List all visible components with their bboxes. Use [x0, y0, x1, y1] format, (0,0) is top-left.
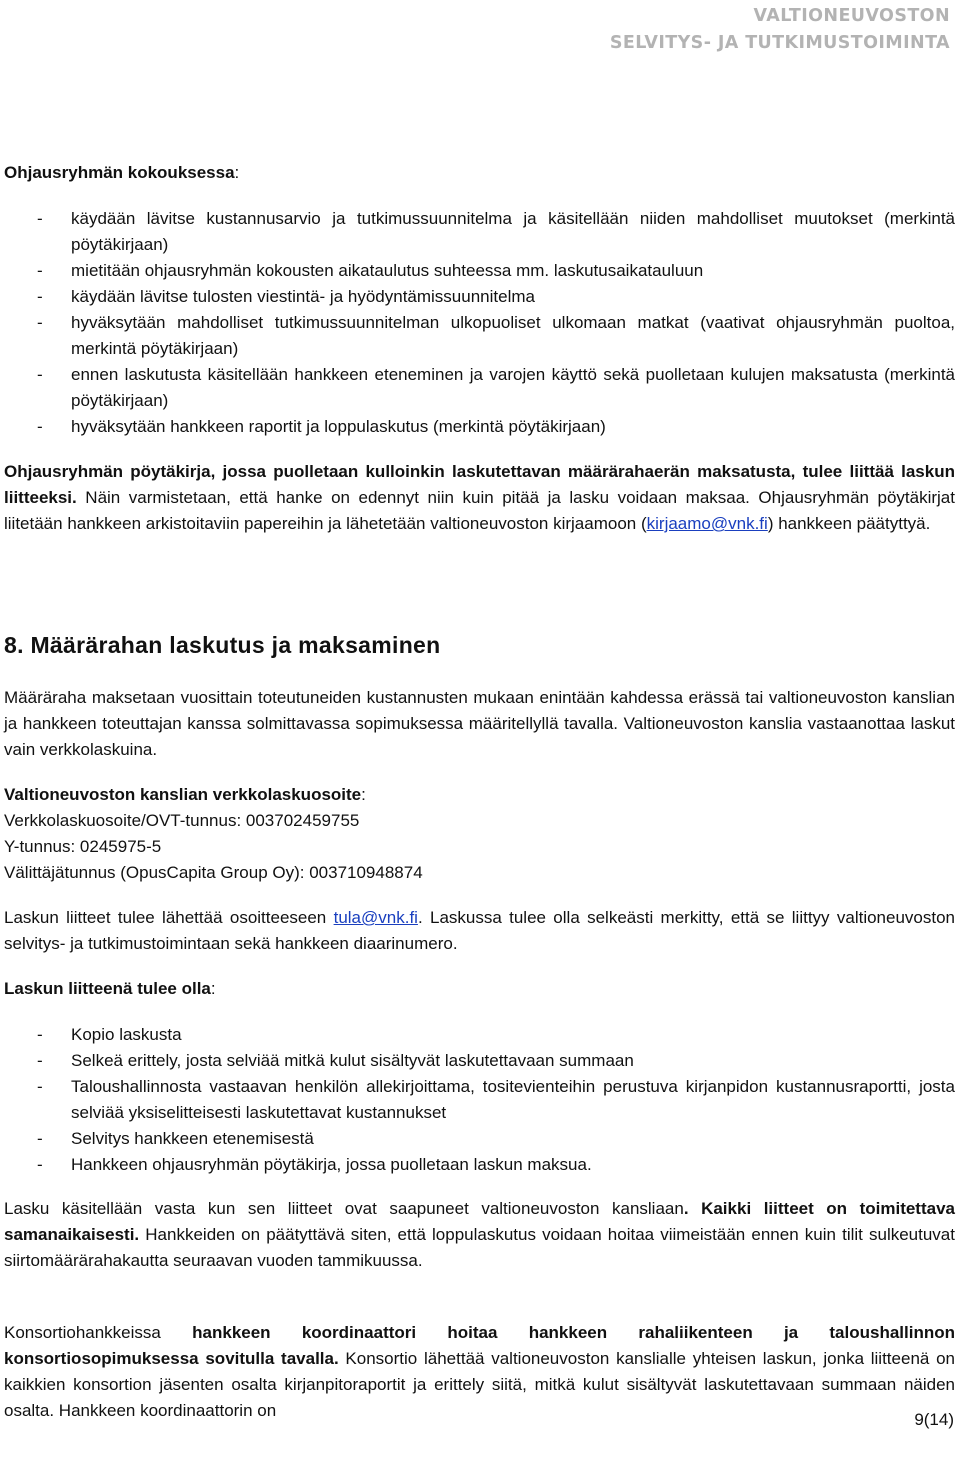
minutes-paragraph [4, 459, 955, 537]
consortium-text-1: Konsortiohankkeissa [4, 1323, 193, 1342]
list-item: - hyväksytään mahdolliset tutkimussuunnitelman ulkopuoliset ulkomaan matkat (vaativat ohjausryhmän puoltoa, merkintä pöytäkirjaan) [4, 310, 955, 362]
tula-email-link[interactable]: tula@vnk.fi [333, 908, 418, 927]
list-item: - Selkeä erittely, josta selviää mitkä kulut sisältyvät laskutettavaan summaan [4, 1048, 955, 1074]
list-item: - mietitään ohjausryhmän kokousten aikataulutus suhteessa mm. laskutusaikatauluun [4, 258, 955, 284]
einvoice-operator-line: Välittäjätunnus (OpusCapita Group Oy): 003710948874 [4, 863, 423, 882]
minutes-text-2: ) hankkeen päätyttyä. [767, 514, 931, 533]
einvoice-heading-text: Valtioneuvoston kanslian verkkolaskuosoite [4, 785, 362, 804]
einvoice-heading-colon: : [361, 785, 366, 804]
list-item: - ennen laskutusta käsitellään hankkeen eteneminen ja varojen käyttö sekä puolletaan kulujen maksatusta (merkintä pöytäkirjaan) [4, 362, 955, 414]
processing-paragraph [4, 1196, 955, 1274]
consortium-text-2: Konsortio lähettää valtioneuvoston kanslialle yhteisen laskun, jonka liitteenä on kaikkien konsortion jäsenten osalta kirjanpitoraportit ja erittely siitä, mitkä kulut sisältyvät laskutettavaan summaan näiden osalta. Hankkeen koordinaattorin on [4, 1349, 955, 1420]
org-name-line2: SELVITYS- JA TUTKIMUSTOIMINTA [609, 33, 950, 53]
einvoice-details [4, 808, 955, 886]
org-name-line1: VALTIONEUVOSTON [753, 6, 950, 26]
attachments-text-2: . Laskussa tulee olla selkeästi merkitty, että se liittyy valtioneuvoston selvitys- ja tutkimustoimintaan sekä hankkeen diaarinumero. [4, 908, 956, 953]
meeting-heading-colon: : [234, 163, 240, 182]
meeting-heading-text: Ohjausryhmän kokouksessa [4, 163, 235, 182]
consortium-bold-text: hankkeen koordinaattori hoitaa hankkeen rahaliikenteen ja taloushallinnon konsortiosopimuksessa sovitulla tavalla. [4, 1323, 956, 1368]
section-8-title: 8. Määrärahan laskutus ja maksaminen [4, 632, 441, 658]
page-number: 9(14) [914, 1410, 954, 1429]
section-8-intro: Määräraha maksetaan vuosittain toteutuneiden kustannusten mukaan enintään kahdessa erässä tai valtioneuvoston kanslian ja hankkeen toteuttajan kanssa solmittavassa sopimuksessa määritellyllä tavalla. Valtioneuvoston kanslia vastaanottaa laskut vain verkkolaskuina. [4, 688, 955, 759]
attachments-heading-text: Laskun liitteenä tulee olla [4, 979, 211, 998]
meeting-list [4, 206, 955, 440]
list-item: - Kopio laskusta [4, 1022, 955, 1048]
organization-header [610, 3, 950, 57]
minutes-text-1: Näin varmistetaan, että hanke on edennyt niin kuin pitää ja lasku voidaan maksaa. Ohjausryhmän pöytäkirjat liitetään hankkeen arkistoitaviin papereihin ja lähetetään valtioneuvoston kirjaamoon ( [4, 488, 955, 533]
einvoice-ytunnus-line: Y-tunnus: 0245975-5 [4, 837, 162, 856]
minutes-bold-text: Ohjausryhmän pöytäkirja, jossa puolletaan kulloinkin laskutettavan määrärahaerän maksatusta, tulee liittää laskun liitteeksi. [4, 462, 955, 507]
list-item: - käydään lävitse kustannusarvio ja tutkimussuunnitelma ja käsitellään niiden mahdolliset muutokset (merkintä pöytäkirjaan) [4, 206, 955, 258]
list-item: - hyväksytään hankkeen raportit ja loppulaskutus (merkintä pöytäkirjaan) [4, 414, 955, 440]
attachments-list [4, 1022, 955, 1178]
processing-text-2: Hankkeiden on päätyttävä siten, että loppulaskutus voidaan hoitaa viimeistään ennen kuin tilit sulkeutuvat siirtomäärärahakautta seuraavan vuoden tammikuussa. [4, 1225, 955, 1270]
list-item: - Selvitys hankkeen etenemisestä [4, 1126, 955, 1152]
attachments-heading [4, 976, 955, 1002]
processing-text-1: Lasku käsitellään vasta kun sen liitteet ovat saapuneet valtioneuvoston kansliaan [4, 1199, 684, 1218]
list-item: - Taloushallinnosta vastaavan henkilön allekirjoittama, tositevienteihin perustuva kirjanpidon kustannusraportti, josta selviää yksiselitteisesti laskutettavat kustannukset [4, 1074, 955, 1126]
list-item: - Hankkeen ohjausryhmän pöytäkirja, jossa puolletaan laskun maksua. [4, 1152, 955, 1178]
einvoice-heading [4, 782, 955, 808]
meeting-heading [4, 160, 955, 186]
attachments-paragraph [4, 905, 955, 957]
processing-bold-text: . Kaikki liitteet on toimitettava samanaikaisesti. [4, 1199, 955, 1244]
kirjaamo-email-link[interactable]: kirjaamo@vnk.fi [646, 514, 768, 533]
einvoice-ovt-line: Verkkolaskuosoite/OVT-tunnus: 003702459755 [4, 811, 360, 830]
attachments-heading-colon: : [210, 979, 216, 998]
list-item: - käydään lävitse tulosten viestintä- ja hyödyntämissuunnitelma [4, 284, 955, 310]
attachments-text-1: Laskun liitteet tulee lähettää osoitteeseen [4, 908, 334, 927]
consortium-paragraph [4, 1320, 955, 1424]
